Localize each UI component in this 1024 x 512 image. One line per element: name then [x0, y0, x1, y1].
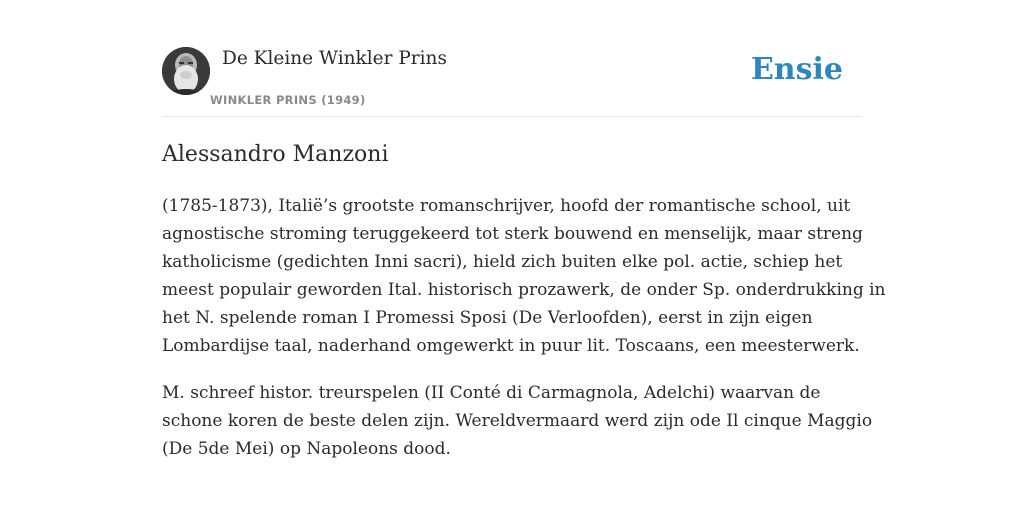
article-body [162, 192, 886, 482]
article-paragraph [162, 192, 886, 360]
paragraph-line: (1785-1873), Italië’s grootste romanschrijver, hoofd der romantische school, uit [162, 196, 851, 216]
source-title[interactable]: De Kleine Winkler Prins [222, 48, 447, 69]
article-paragraph [162, 379, 873, 463]
paragraph-line: (De 5de Mei) op Napoleons dood. [162, 439, 451, 459]
paragraph-line: agnostische stroming teruggekeerd tot sterk bouwend en menselijk, maar streng [162, 224, 863, 244]
brand-logo[interactable]: Ensie [750, 52, 843, 87]
article-title: Alessandro Manzoni [162, 142, 389, 167]
paragraph-line: katholicisme (gedichten Inni sacri), hield zich buiten elke pol. actie, schiep het [162, 252, 843, 272]
source-subtitle: WINKLER PRINS (1949) [210, 93, 366, 107]
paragraph-line: M. schreef histor. treurspelen (II Conté di Carmagnola, Adelchi) waarvan de [162, 383, 821, 403]
paragraph-line: het N. spelende roman I Promessi Sposi (De Verloofden), eerst in zijn eigen [162, 308, 813, 328]
paragraph-line: schone koren de beste delen zijn. Wereldvermaard werd zijn ode Il cinque Maggio [162, 411, 873, 431]
bearded-man-portrait-icon[interactable] [162, 47, 210, 95]
source-header [162, 44, 862, 117]
paragraph-line: Lombardijse taal, naderhand omgewerkt in puur lit. Toscaans, een meesterwerk. [162, 336, 860, 356]
paragraph-line: meest populair geworden Ital. historisch prozawerk, de onder Sp. onderdrukking in [162, 280, 886, 300]
